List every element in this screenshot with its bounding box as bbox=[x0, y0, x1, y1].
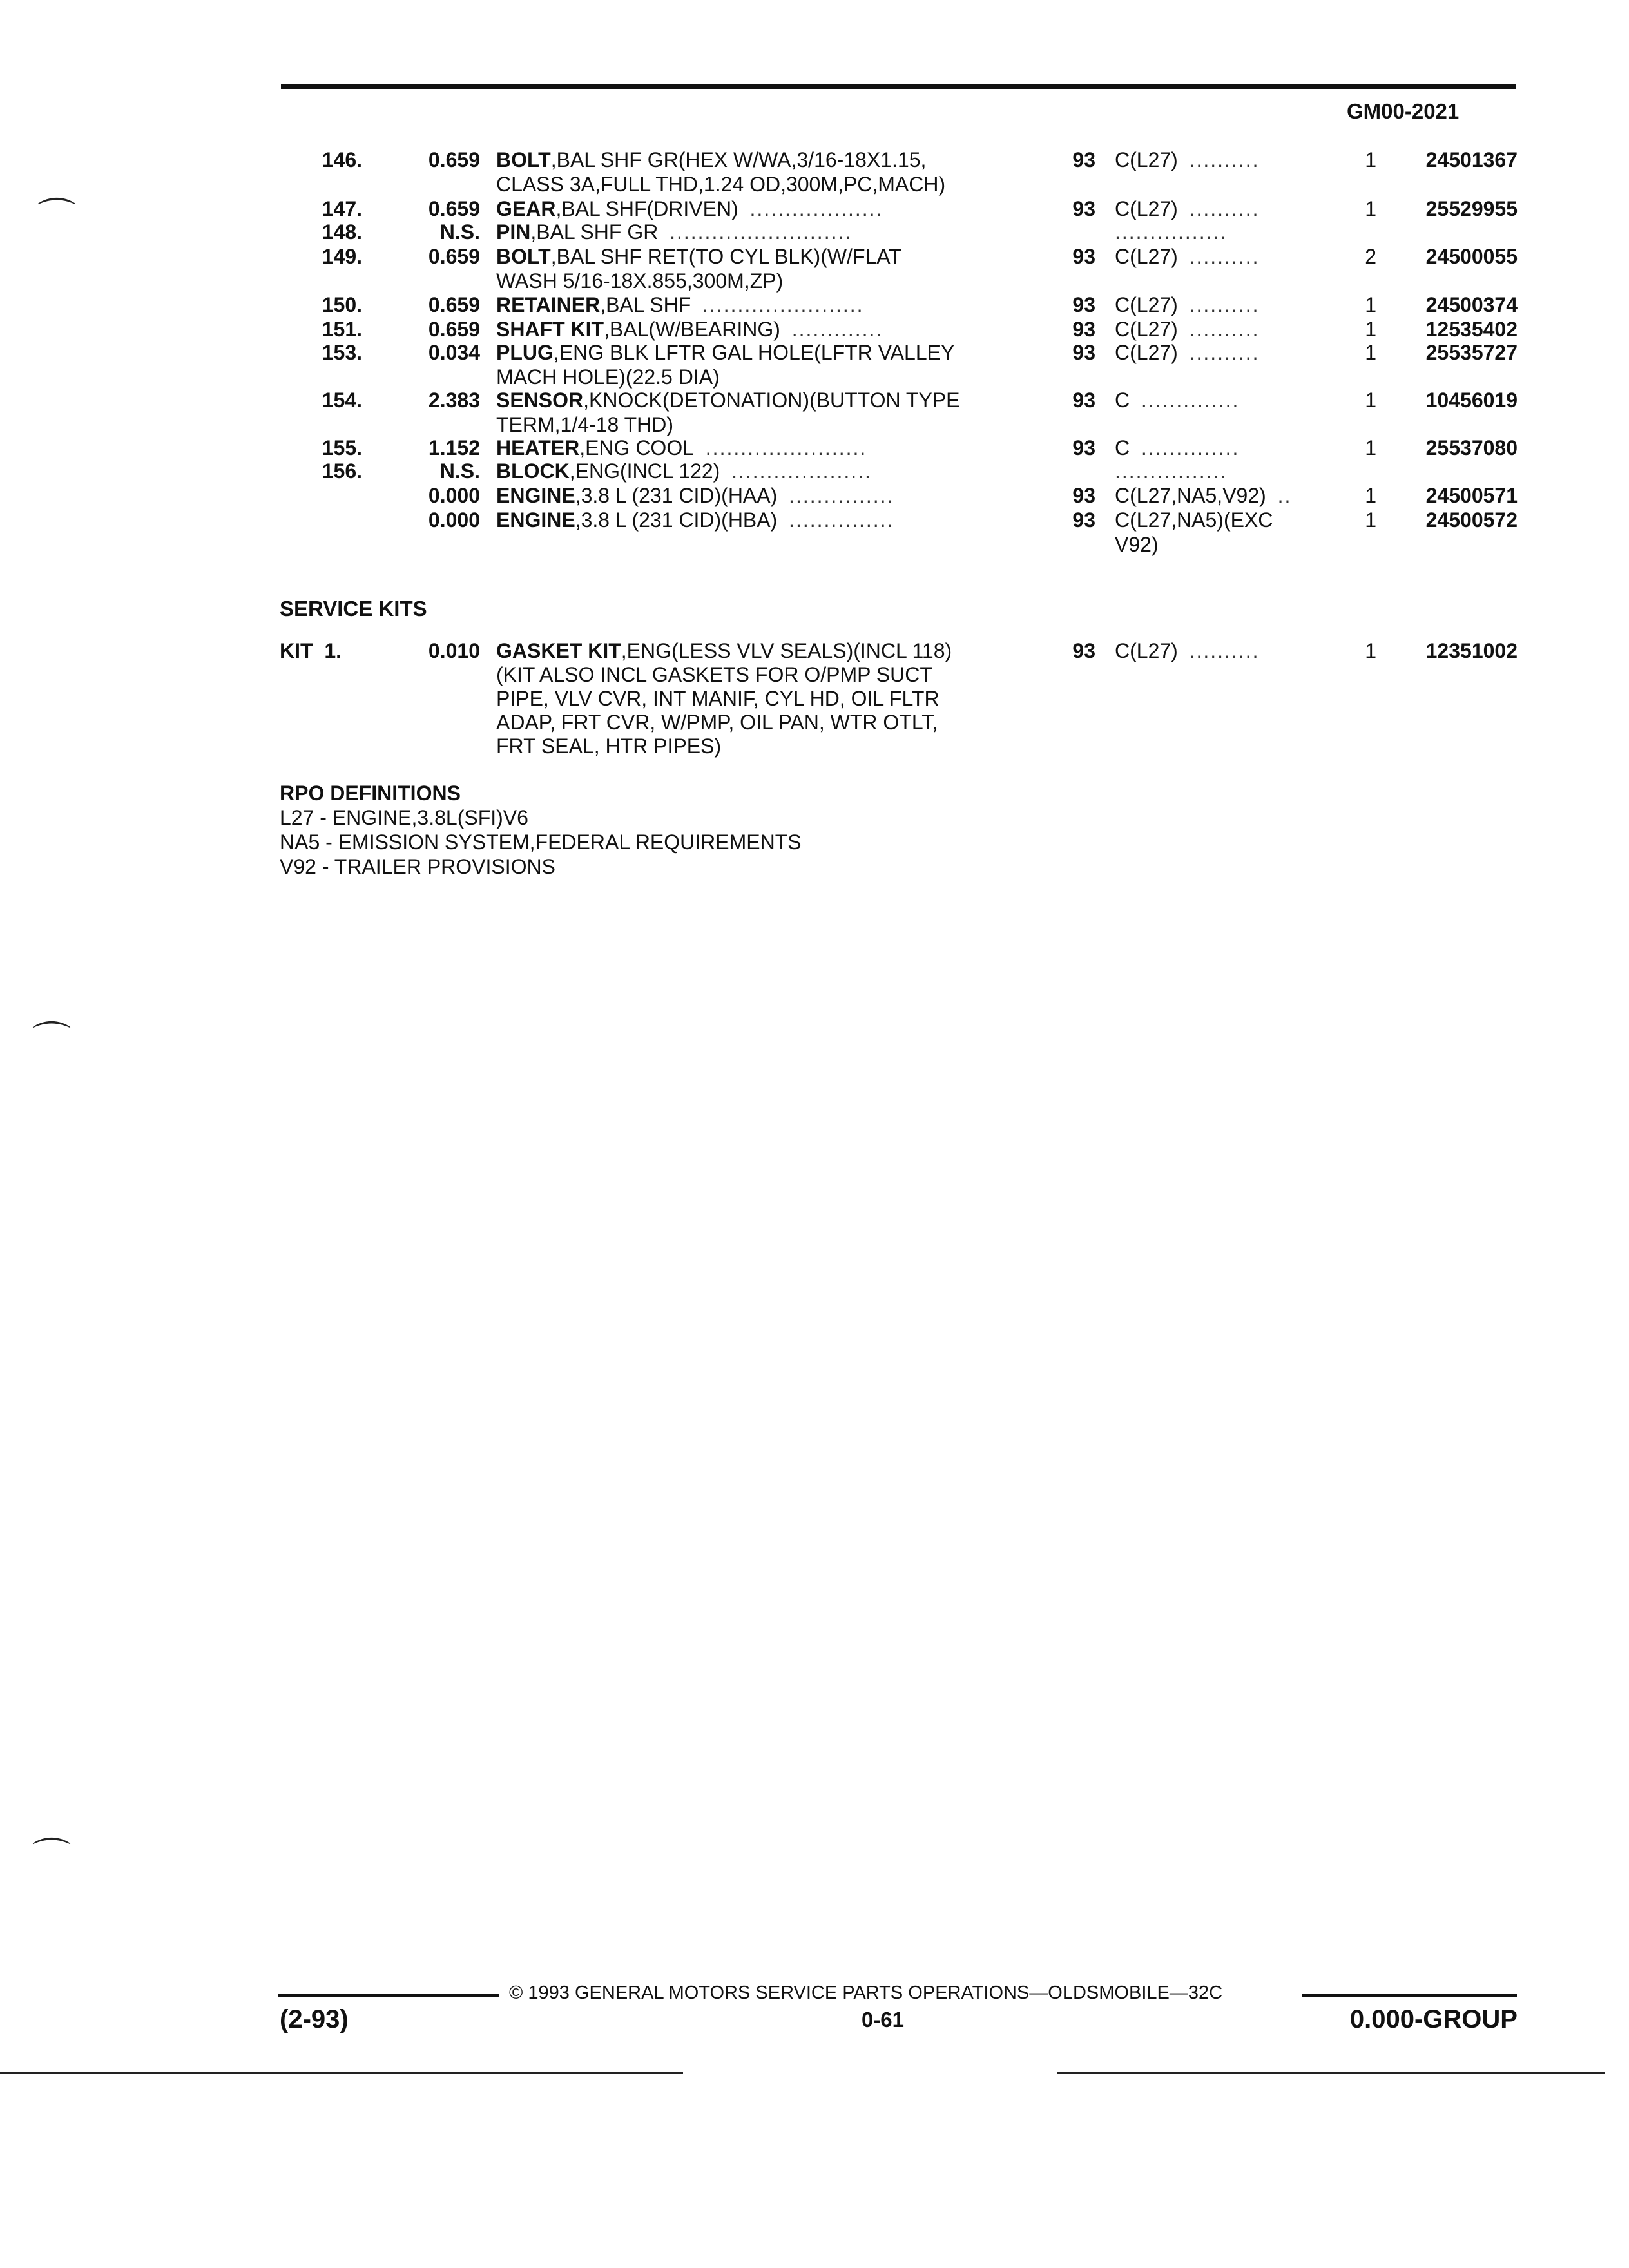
rpo-item: NA5 - EMISSION SYSTEM,FEDERAL REQUIREMENTS bbox=[280, 831, 802, 854]
desc-line bbox=[496, 388, 1018, 412]
part-description bbox=[496, 197, 1018, 221]
part-name: PIN bbox=[496, 220, 531, 244]
part-desc-text: ,BAL SHF(DRIVEN) bbox=[555, 197, 738, 220]
part-number: 25529955 bbox=[1425, 197, 1518, 220]
part-quantity: N.S. bbox=[439, 459, 480, 483]
model-year: 93 bbox=[1072, 389, 1095, 412]
model-year: 93 bbox=[1072, 197, 1095, 220]
part-description bbox=[496, 244, 1018, 293]
part-quantity: 0.000 bbox=[428, 508, 480, 532]
part-number: 24500572 bbox=[1425, 508, 1518, 532]
app-leader-dots: .......... bbox=[1189, 318, 1260, 341]
part-number: 10456019 bbox=[1425, 389, 1518, 412]
model-year: 93 bbox=[1072, 245, 1095, 268]
part-name: ENGINE bbox=[496, 508, 575, 532]
kit-desc-line-4: ADAP, FRT CVR, W/PMP, OIL PAN, WTR OTLT, bbox=[496, 711, 938, 734]
part-desc-text: ,BAL(W/BEARING) bbox=[604, 318, 780, 341]
part-number: 24501367 bbox=[1425, 148, 1518, 171]
binder-mark: ⌒ bbox=[37, 196, 76, 239]
part-quantity: 0.659 bbox=[428, 318, 480, 341]
kit-desc-line-5: FRT SEAL, HTR PIPES) bbox=[496, 735, 722, 758]
desc-line bbox=[496, 508, 1018, 532]
revision-date: (2-93) bbox=[280, 2005, 349, 2033]
application-code bbox=[1115, 436, 1340, 460]
part-desc-text: ,ENG BLK LFTR GAL HOLE(LFTR VALLEY bbox=[553, 341, 955, 364]
kit-part-number: 12351002 bbox=[1425, 639, 1518, 662]
app-leader-dots: .......... bbox=[1189, 245, 1260, 268]
part-ref-number: 150. bbox=[322, 293, 362, 316]
desc-leader-dots: ............. bbox=[791, 318, 883, 341]
part-description bbox=[496, 508, 1018, 532]
app-code: C bbox=[1115, 436, 1130, 459]
model-year: 93 bbox=[1072, 484, 1095, 507]
part-description bbox=[496, 340, 1018, 389]
header-rule bbox=[281, 84, 1516, 89]
app-code: C(L27) bbox=[1115, 148, 1178, 171]
model-year: 93 bbox=[1072, 508, 1095, 532]
usage-count: 1 bbox=[1365, 148, 1376, 171]
app-code: C(L27,NA5,V92) bbox=[1115, 484, 1266, 507]
application-code bbox=[1115, 317, 1340, 341]
part-name: RETAINER bbox=[496, 293, 601, 316]
kit-app-leader: .......... bbox=[1189, 639, 1260, 662]
bottom-rule-right bbox=[1057, 2072, 1605, 2074]
usage-count: 1 bbox=[1365, 484, 1376, 507]
kit-app-code: C(L27) bbox=[1115, 639, 1178, 662]
app-leader-dots: .. bbox=[1277, 484, 1292, 507]
desc-leader-dots: ....................... bbox=[705, 436, 867, 459]
kit-qty: 0.010 bbox=[428, 639, 480, 662]
binder-mark: ⌒ bbox=[32, 1019, 71, 1062]
part-number: 24500374 bbox=[1425, 293, 1518, 316]
page-number: 0-61 bbox=[861, 2008, 905, 2032]
document-id: GM00-2021 bbox=[1347, 99, 1460, 123]
app-code-line-2: V92) bbox=[1115, 533, 1159, 556]
kit-label bbox=[280, 639, 342, 663]
part-desc-text: ,BAL SHF GR(HEX W/WA,3/16-18X1.15, bbox=[550, 148, 927, 171]
model-year: 93 bbox=[1072, 318, 1095, 341]
app-leader-dots: .......... bbox=[1189, 197, 1260, 220]
footer-rule-left bbox=[278, 1994, 499, 1997]
part-description bbox=[496, 459, 1018, 483]
part-name: BOLT bbox=[496, 148, 551, 171]
application-code bbox=[1115, 244, 1340, 269]
part-description bbox=[496, 483, 1018, 508]
application-code bbox=[1115, 148, 1340, 172]
desc-line bbox=[496, 436, 1018, 460]
part-name: BLOCK bbox=[496, 459, 570, 483]
app-code: C(L27) bbox=[1115, 293, 1178, 316]
desc-leader-dots: ............... bbox=[789, 484, 894, 507]
rpo-definitions bbox=[280, 781, 802, 879]
desc-line bbox=[496, 459, 1018, 483]
app-leader-dots: .......... bbox=[1189, 341, 1260, 364]
desc-line bbox=[496, 317, 1018, 341]
part-ref-number: 149. bbox=[322, 245, 362, 268]
desc-line: WASH 5/16-18X.855,300M,ZP) bbox=[496, 269, 784, 293]
app-code: C(L27) bbox=[1115, 341, 1178, 364]
desc-line bbox=[496, 483, 1018, 508]
kit-application bbox=[1115, 639, 1340, 663]
copyright-notice: © 1993 GENERAL MOTORS SERVICE PARTS OPERATIONS—OLDSMOBILE—32C bbox=[509, 1983, 1223, 2003]
rpo-item: L27 - ENGINE,3.8L(SFI)V6 bbox=[280, 806, 528, 829]
desc-line bbox=[496, 197, 1018, 221]
part-ref-number: 153. bbox=[322, 341, 362, 364]
part-description bbox=[496, 220, 1018, 244]
part-ref-number: 155. bbox=[322, 436, 362, 459]
kit-description bbox=[496, 639, 1018, 758]
usage-count: 1 bbox=[1365, 318, 1376, 341]
part-ref-number: 156. bbox=[322, 459, 362, 483]
bottom-rule-left bbox=[0, 2072, 683, 2074]
part-description bbox=[496, 317, 1018, 341]
desc-leader-dots: .......................... bbox=[670, 220, 853, 244]
part-ref-number: 154. bbox=[322, 389, 362, 412]
part-number: 24500055 bbox=[1425, 245, 1518, 268]
part-number: 25535727 bbox=[1425, 341, 1518, 364]
kit-desc-line-1 bbox=[496, 639, 1018, 663]
part-quantity: 0.659 bbox=[428, 197, 480, 220]
model-year: 93 bbox=[1072, 293, 1095, 316]
part-quantity: 1.152 bbox=[428, 436, 480, 459]
kit-year: 93 bbox=[1072, 639, 1095, 662]
part-number: 24500571 bbox=[1425, 484, 1518, 507]
part-ref-number: 146. bbox=[322, 148, 362, 171]
application-code bbox=[1115, 388, 1340, 412]
part-description bbox=[496, 388, 1018, 437]
desc-line bbox=[496, 148, 1018, 172]
usage-count: 2 bbox=[1365, 245, 1376, 268]
application-code bbox=[1115, 293, 1340, 317]
part-quantity: 0.659 bbox=[428, 148, 480, 171]
part-desc-text: ,3.8 L (231 CID)(HAA) bbox=[575, 484, 778, 507]
app-code: C(L27) bbox=[1115, 197, 1178, 220]
rpo-heading: RPO DEFINITIONS bbox=[280, 782, 461, 805]
app-leader-dots: .......... bbox=[1189, 293, 1260, 316]
desc-line: CLASS 3A,FULL THD,1.24 OD,300M,PC,MACH) bbox=[496, 173, 946, 196]
application-code bbox=[1115, 220, 1340, 244]
usage-count: 1 bbox=[1365, 197, 1376, 220]
part-name: HEATER bbox=[496, 436, 580, 459]
model-year: 93 bbox=[1072, 148, 1095, 171]
part-name: SHAFT KIT bbox=[496, 318, 604, 341]
part-name: ENGINE bbox=[496, 484, 575, 507]
app-leader-dots: .......... bbox=[1189, 148, 1260, 171]
desc-leader-dots: ................... bbox=[749, 197, 883, 220]
desc-leader-dots: ............... bbox=[789, 508, 894, 532]
desc-leader-dots: ....................... bbox=[702, 293, 864, 316]
part-quantity: 0.659 bbox=[428, 245, 480, 268]
part-desc-text: ,KNOCK(DETONATION)(BUTTON TYPE bbox=[583, 389, 960, 412]
usage-count: 1 bbox=[1365, 508, 1376, 532]
group-label: 0.000-GROUP bbox=[1349, 2005, 1518, 2033]
app-code: C(L27) bbox=[1115, 245, 1178, 268]
kit-label-text: KIT bbox=[280, 639, 313, 662]
part-desc-text: ,BAL SHF GR bbox=[530, 220, 659, 244]
application-code bbox=[1115, 459, 1340, 483]
section-heading: SERVICE KITS bbox=[280, 597, 427, 620]
part-ref-number: 147. bbox=[322, 197, 362, 220]
part-description bbox=[496, 436, 1018, 460]
app-leader-dots: .............. bbox=[1141, 436, 1240, 459]
desc-line bbox=[496, 340, 1018, 365]
part-quantity: 0.000 bbox=[428, 484, 480, 507]
usage-count: 1 bbox=[1365, 389, 1376, 412]
app-leader-dots: ................ bbox=[1115, 220, 1228, 244]
part-desc-text: ,3.8 L (231 CID)(HBA) bbox=[575, 508, 778, 532]
part-quantity: 2.383 bbox=[428, 389, 480, 412]
usage-count: 1 bbox=[1365, 341, 1376, 364]
kit-name: GASKET KIT bbox=[496, 639, 621, 662]
binder-mark: ⌒ bbox=[32, 1836, 71, 1879]
desc-line bbox=[496, 244, 1018, 269]
app-code: C(L27,NA5)(EXC bbox=[1115, 508, 1273, 532]
part-desc-text: ,ENG(INCL 122) bbox=[569, 459, 720, 483]
part-desc-text: ,BAL SHF bbox=[600, 293, 691, 316]
application-code bbox=[1115, 197, 1340, 221]
desc-leader-dots: .................... bbox=[731, 459, 872, 483]
part-desc-text: ,BAL SHF RET(TO CYL BLK)(W/FLAT bbox=[550, 245, 901, 268]
kit-ref: 1. bbox=[324, 639, 342, 662]
desc-line: MACH HOLE)(22.5 DIA) bbox=[496, 365, 720, 389]
part-ref-number: 148. bbox=[322, 220, 362, 244]
usage-count: 1 bbox=[1365, 436, 1376, 459]
application-code bbox=[1115, 483, 1340, 508]
part-name: PLUG bbox=[496, 341, 554, 364]
part-description bbox=[496, 293, 1018, 317]
part-number: 12535402 bbox=[1425, 318, 1518, 341]
part-name: BOLT bbox=[496, 245, 551, 268]
model-year: 93 bbox=[1072, 436, 1095, 459]
app-code: C(L27) bbox=[1115, 318, 1178, 341]
usage-count: 1 bbox=[1365, 293, 1376, 316]
kit-desc-text: ,ENG(LESS VLV SEALS)(INCL 118) bbox=[621, 639, 952, 662]
part-quantity: 0.034 bbox=[428, 341, 480, 364]
part-description bbox=[496, 148, 1018, 197]
app-leader-dots: ................ bbox=[1115, 459, 1228, 483]
desc-line bbox=[496, 293, 1018, 317]
part-number: 25537080 bbox=[1425, 436, 1518, 459]
part-name: GEAR bbox=[496, 197, 556, 220]
app-leader-dots: .............. bbox=[1141, 389, 1240, 412]
model-year: 93 bbox=[1072, 341, 1095, 364]
kit-desc-line-2: (KIT ALSO INCL GASKETS FOR O/PMP SUCT bbox=[496, 663, 932, 686]
part-quantity: N.S. bbox=[439, 220, 480, 244]
part-ref-number: 151. bbox=[322, 318, 362, 341]
kit-count: 1 bbox=[1365, 639, 1376, 662]
application-code bbox=[1115, 340, 1340, 365]
part-quantity: 0.659 bbox=[428, 293, 480, 316]
application-code bbox=[1115, 508, 1340, 557]
desc-line bbox=[496, 220, 1018, 244]
kit-desc-line-3: PIPE, VLV CVR, INT MANIF, CYL HD, OIL FLTR bbox=[496, 687, 940, 710]
part-name: SENSOR bbox=[496, 389, 584, 412]
footer-rule-right bbox=[1302, 1994, 1517, 1997]
app-code: C bbox=[1115, 389, 1130, 412]
desc-line: TERM,1/4-18 THD) bbox=[496, 413, 674, 436]
part-desc-text: ,ENG COOL bbox=[579, 436, 694, 459]
rpo-item: V92 - TRAILER PROVISIONS bbox=[280, 855, 555, 878]
